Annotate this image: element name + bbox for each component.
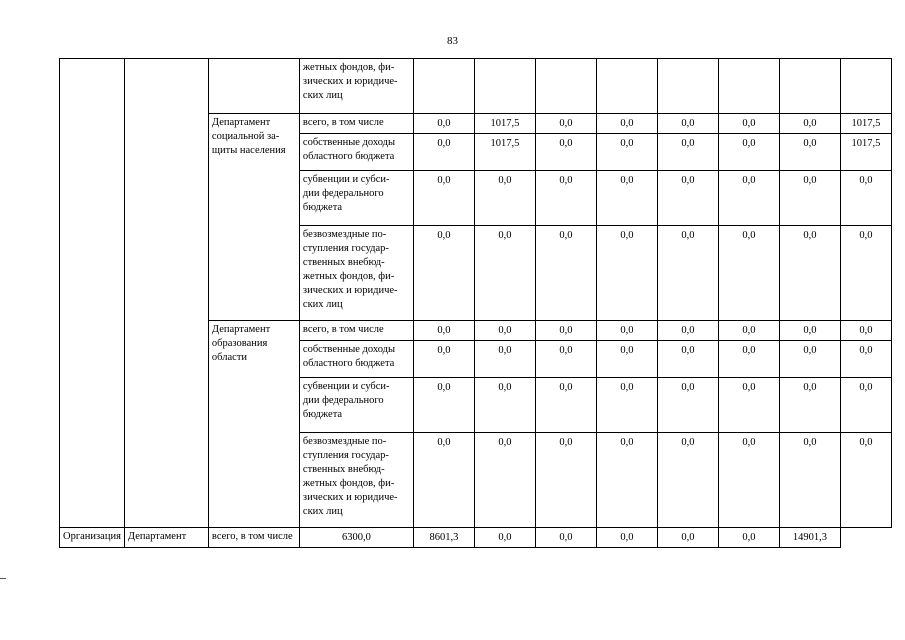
value-cell: 0,0 <box>657 433 718 528</box>
text-line: ских лиц <box>302 299 343 310</box>
text-line: ступления государ- <box>302 243 389 254</box>
value-cell: 0,0 <box>779 114 840 134</box>
text-line: всего, в том числе <box>302 117 384 128</box>
value-cell-empty <box>535 59 596 114</box>
table-row-last <box>60 528 892 548</box>
value-cell: 0,0 <box>474 528 535 548</box>
value-cell-empty <box>840 59 891 114</box>
value-cell: 0,0 <box>718 433 779 528</box>
value-cell: 0,0 <box>779 341 840 378</box>
text-line: ских лиц <box>302 506 343 517</box>
value-cell: 0,0 <box>535 114 596 134</box>
source-label-cell <box>299 341 413 378</box>
value-cell: 14901,3 <box>779 528 840 548</box>
value-cell: 0,0 <box>840 378 891 433</box>
value-cell: 0,0 <box>840 226 891 321</box>
source-label-cell <box>299 114 413 134</box>
source-label-cell: всего, в том числе <box>208 528 299 548</box>
value-cell: 0,0 <box>596 134 657 171</box>
value-cell: 0,0 <box>718 528 779 548</box>
value-cell: 0,0 <box>474 433 535 528</box>
text-line: ских лиц <box>302 90 343 101</box>
text-line: субвенции и субси- <box>302 174 390 185</box>
text-line: ступления государ- <box>302 450 389 461</box>
value-cell: 0,0 <box>413 171 474 226</box>
text-line: всего, в том числе <box>302 324 384 335</box>
value-cell: 0,0 <box>779 134 840 171</box>
value-cell: 1017,5 <box>474 114 535 134</box>
organization-column-cell <box>124 59 208 528</box>
text-line: Департамент <box>211 324 271 335</box>
source-label-cell <box>299 321 413 341</box>
value-cell: 0,0 <box>657 341 718 378</box>
value-cell: 0,0 <box>718 114 779 134</box>
text-line: безвозмездные по- <box>302 229 387 240</box>
text-line: зических и юридиче- <box>302 285 398 296</box>
value-cell: 0,0 <box>596 528 657 548</box>
text-line: областного бюджета <box>302 151 395 162</box>
value-cell: 0,0 <box>413 378 474 433</box>
text-line: социальной за- <box>211 131 280 142</box>
value-cell: 6300,0 <box>299 528 413 548</box>
value-cell: 0,0 <box>718 321 779 341</box>
text-line: ственных внебюд- <box>302 464 385 475</box>
value-cell: 1017,5 <box>474 134 535 171</box>
value-cell: 0,0 <box>779 226 840 321</box>
value-cell: 0,0 <box>535 341 596 378</box>
source-label-cell <box>299 226 413 321</box>
text-line: образования <box>211 338 268 349</box>
value-cell: 0,0 <box>718 226 779 321</box>
value-cell: 0,0 <box>840 321 891 341</box>
text-line: жетных фондов, фи- <box>302 478 395 489</box>
value-cell: 0,0 <box>657 171 718 226</box>
source-label-cell <box>299 134 413 171</box>
margin-mark <box>0 578 6 579</box>
value-cell: 0,0 <box>840 433 891 528</box>
value-cell: 0,0 <box>657 378 718 433</box>
value-cell: 0,0 <box>535 378 596 433</box>
value-cell: 0,0 <box>413 114 474 134</box>
value-cell: 0,0 <box>474 341 535 378</box>
department-name-cell <box>208 114 299 321</box>
value-cell: 0,0 <box>413 226 474 321</box>
text-line: жетных фондов, фи- <box>302 271 395 282</box>
text-line: безвозмездные по- <box>302 436 387 447</box>
text-line: областного бюджета <box>302 358 395 369</box>
value-cell: 0,0 <box>779 171 840 226</box>
value-cell: 0,0 <box>535 321 596 341</box>
value-cell: 1017,5 <box>840 114 891 134</box>
text-line: зических и юридиче- <box>302 492 398 503</box>
value-cell: 0,0 <box>413 321 474 341</box>
value-cell: 0,0 <box>657 114 718 134</box>
text-line: собственные доходы <box>302 344 396 355</box>
value-cell: 0,0 <box>840 171 891 226</box>
value-cell: 0,0 <box>718 171 779 226</box>
department-name-cell <box>208 321 299 528</box>
value-cell: 0,0 <box>596 433 657 528</box>
value-cell-empty <box>596 59 657 114</box>
text-line: бюджета <box>302 202 343 213</box>
value-cell: 0,0 <box>779 321 840 341</box>
value-cell: 0,0 <box>657 226 718 321</box>
value-cell: 0,0 <box>474 171 535 226</box>
value-cell: 0,0 <box>596 321 657 341</box>
first-column-cell <box>60 59 125 528</box>
department-name-cell: Департамент <box>124 528 208 548</box>
value-cell: 0,0 <box>535 134 596 171</box>
text-line: щиты населения <box>211 145 286 156</box>
value-cell: 0,0 <box>779 433 840 528</box>
value-cell: 0,0 <box>657 134 718 171</box>
value-cell: 0,0 <box>474 378 535 433</box>
value-cell-empty <box>779 59 840 114</box>
value-cell-empty <box>718 59 779 114</box>
value-cell: 0,0 <box>535 171 596 226</box>
text-line: жетных фондов, фи- <box>302 62 395 73</box>
value-cell: 0,0 <box>413 433 474 528</box>
value-cell: 0,0 <box>596 171 657 226</box>
text-line: дии федерального <box>302 188 384 199</box>
text-line: собственные доходы <box>302 137 396 148</box>
value-cell: 0,0 <box>596 378 657 433</box>
value-cell-empty <box>657 59 718 114</box>
text-line: дии федерального <box>302 395 384 406</box>
organization-cell: Организация <box>60 528 125 548</box>
budget-table <box>59 58 892 548</box>
value-cell: 0,0 <box>596 341 657 378</box>
text-line: зических и юридиче- <box>302 76 398 87</box>
value-cell: 0,0 <box>657 321 718 341</box>
text-line: бюджета <box>302 409 343 420</box>
text-line: субвенции и субси- <box>302 381 390 392</box>
value-cell: 0,0 <box>474 226 535 321</box>
value-cell: 0,0 <box>413 341 474 378</box>
text-line: ственных внебюд- <box>302 257 385 268</box>
value-cell-empty <box>474 59 535 114</box>
value-cell: 0,0 <box>657 528 718 548</box>
value-cell: 0,0 <box>596 114 657 134</box>
value-cell: 0,0 <box>718 341 779 378</box>
value-cell: 0,0 <box>718 378 779 433</box>
page-number: 83 <box>447 35 458 47</box>
source-label-cell <box>299 171 413 226</box>
value-cell: 0,0 <box>840 341 891 378</box>
text-line: области <box>211 352 248 363</box>
text-line: Департамент <box>211 117 271 128</box>
value-cell: 0,0 <box>718 134 779 171</box>
source-label-cell <box>299 59 413 114</box>
value-cell: 0,0 <box>474 321 535 341</box>
value-cell: 0,0 <box>535 433 596 528</box>
source-label-cell <box>299 433 413 528</box>
department-cell-empty <box>208 59 299 114</box>
value-cell: 0,0 <box>535 226 596 321</box>
value-cell: 0,0 <box>779 378 840 433</box>
value-cell: 8601,3 <box>413 528 474 548</box>
value-cell: 0,0 <box>413 134 474 171</box>
value-cell: 0,0 <box>535 528 596 548</box>
value-cell-empty <box>413 59 474 114</box>
source-label-cell <box>299 378 413 433</box>
value-cell: 0,0 <box>596 226 657 321</box>
value-cell: 1017,5 <box>840 134 891 171</box>
table-row-fragment <box>60 59 892 114</box>
